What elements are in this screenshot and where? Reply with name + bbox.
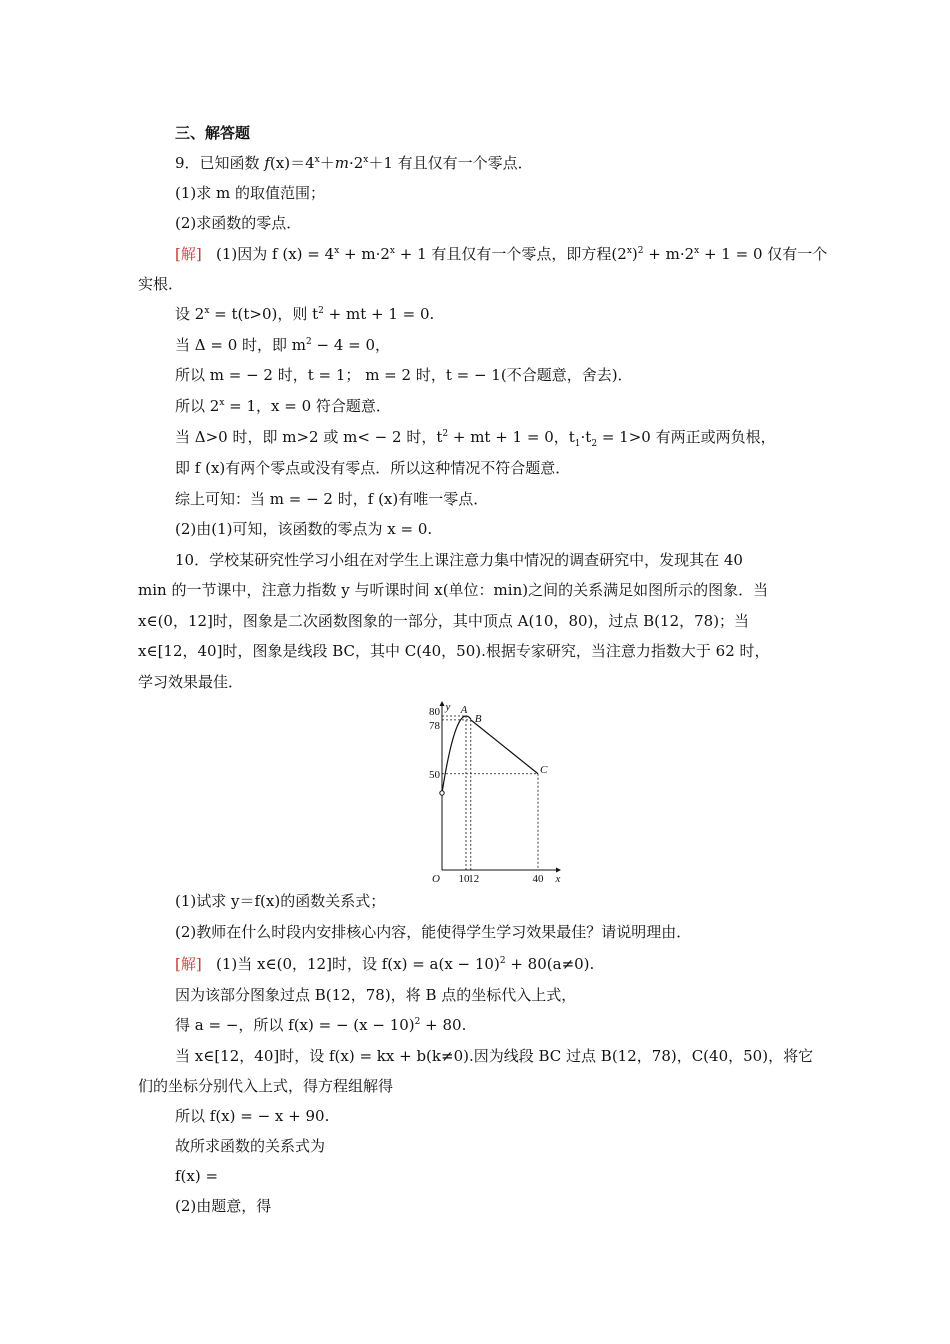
sol10-line5: 们的坐标分别代入上式，得方程组解得 [138,1077,394,1095]
x-tick-label-40: 40 [532,873,544,885]
q9-stem: 9．已知函数 $f(x)=4^x+m\cdot 2^x+1$ 有且仅有一个零点． [175,154,533,172]
sol9-line5: 所以 m = − 2 时，t = 1； m = 2 时，t = − 1(不合题意，舍去)． [175,366,633,384]
sol9-line9: 综上可知：当 m = − 2 时，f (x)有唯一零点． [175,490,489,508]
q10-line3: x∈(0，12]时，图象是二次函数图象的一部分，其中顶点 A(10，80)，过点 B(12，78)；当 [138,612,750,630]
x-axis-label: x [555,873,561,885]
sol10-line4: 当 x∈[12，40]时，设 f(x) = kx + b(k≠0).因为线段 BC 过点 B(12，78)，C(40，50)，将它 [175,1047,814,1065]
sol10-line9: (2)由题意，得 [175,1197,272,1215]
q10-line2: min 的一节课中，注意力指数 y 与听课时间 x(单位：min)之间的关系满足如图所示的图象．当 [138,581,769,599]
y-tick-label-78: 78 [429,719,440,732]
open-endpoint [440,791,444,795]
point-label-c: C [540,763,548,776]
sol10-line3: 得 a = −，所以 f(x) = − $(x - 10)^2 + 80$. [175,1016,467,1034]
sol9-line1: [解] (1)因为 f $(x) = 4^x + m\cdot 2^x + 1$ 有且仅有一个零点，即方程$(2^x)^2 + m\cdot 2^x + 1 = 0$ 仅有一个 [175,245,828,263]
segment-bc [471,720,538,774]
q9-part2: (2)求函数的零点． [175,214,302,232]
q9-part1: (1)求 m 的取值范围； [175,184,326,202]
x-tick-label-10: 10 [458,873,470,885]
sol9-line4: 当 Δ = 0 时，即 $m^2 - 4 = 0$， [175,336,391,354]
y-axis-label: y [445,701,451,713]
parabola-curve [442,716,471,793]
sol10-line7: 故所求函数的关系式为 [175,1137,326,1155]
origin-label: O [432,873,440,885]
sol9-line2: 实根． [138,275,184,293]
sol10-line6: 所以 f(x) = − x + 90. [175,1107,330,1125]
x-tick-label-12: 12 [468,873,480,885]
y-tick-label-80: 80 [429,706,440,718]
solution-tag: [解] [175,245,202,263]
sol9-line6: 所以 $2^x = 1$，x = 0 符合题意． [175,397,391,415]
sol10-line2: 因为该部分图象过点 B(12，78)，将 B 点的坐标代入上式， [175,986,577,1004]
q10-line4: x∈[12，40]时，图象是线段 BC，其中 C(40，50).根据专家研究，当注意力指数大于 62 时， [138,642,770,660]
point-label-b: B [474,712,482,725]
q10-line5: 学习效果最佳． [138,673,244,691]
q10-part1: (1)试求 y＝f(x)的函数关系式； [175,892,386,910]
y-axis-arrow [440,701,445,706]
sol9-line10: (2)由(1)可知，该函数的零点为 x = 0. [175,520,433,538]
section-heading: 三、解答题 [175,124,251,142]
sol10-line1: [解] (1)当 x∈(0，12]时，设 $f(x) = a(x - 10)^2 + 80(a\ne 0)$. [175,955,595,973]
sol9-line3: 设 $2^x = t(t>0)$，则 $t^2$ + mt + 1 = 0. [175,305,435,323]
attention-graph [418,700,564,886]
sol10-line8: f(x) = [175,1167,219,1185]
point-label-a: A [460,704,468,716]
q10-part2: (2)教师在什么时段内安排核心内容，能使得学生学习效果最佳？请说明理由． [175,923,692,941]
sol9-line7: 当 Δ>0 时，即 m>2 或 m< − 2 时，$t^2$ + mt + 1 = 0，$t_1\cdot t_2 = 1>0$ 有两正或两负根， [175,428,776,449]
x-axis-arrow [556,868,561,873]
y-tick-label-50: 50 [429,768,440,781]
q10-line1: 10．学校某研究性学习小组在对学生上课注意力集中情况的调查研究中，发现其在 40 [175,551,743,569]
solution-tag: [解] [175,955,202,973]
sol9-line8: 即 f (x)有两个零点或没有零点．所以这种情况不符合题意． [175,459,571,477]
